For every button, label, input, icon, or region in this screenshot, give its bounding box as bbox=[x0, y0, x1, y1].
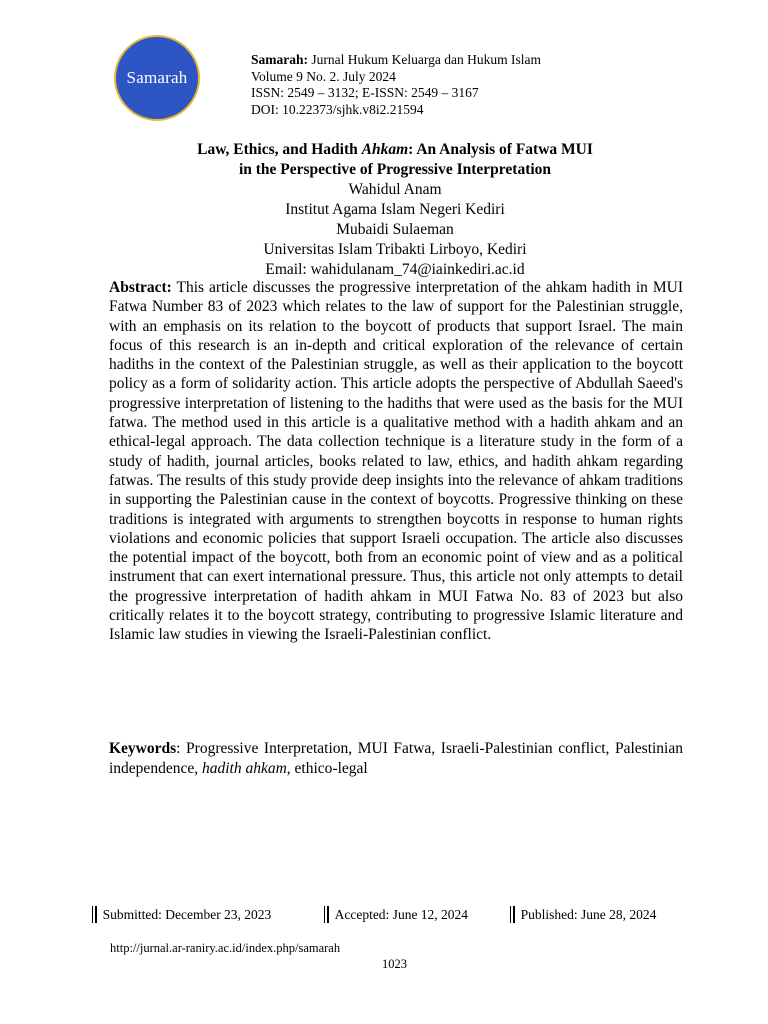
abstract-label: Abstract: bbox=[109, 279, 172, 296]
logo-text: Samarah bbox=[126, 68, 188, 87]
title-italic: Ahkam bbox=[361, 141, 409, 158]
journal-doi: DOI: 10.22373/sjhk.v8i2.21594 bbox=[251, 101, 424, 117]
journal-logo bbox=[116, 37, 198, 119]
affiliation-1: Institut Agama Islam Negeri Kediri bbox=[285, 201, 505, 218]
divider bbox=[510, 906, 511, 923]
divider bbox=[92, 906, 93, 923]
divider bbox=[327, 906, 328, 923]
published-text: Published: June 28, 2024 bbox=[520, 906, 657, 922]
divider bbox=[324, 906, 325, 923]
author-email: Email: wahidulanam_74@iainkediri.ac.id bbox=[265, 261, 525, 278]
published-date bbox=[510, 906, 656, 923]
title-part-1: Law, Ethics, and Hadith bbox=[197, 141, 362, 158]
keywords-label: Keywords bbox=[109, 740, 177, 757]
footer-url[interactable]: http://jurnal.ar-raniry.ac.id/index.php/samarah bbox=[110, 941, 341, 955]
affiliation-2: Universitas Islam Tribakti Lirboyo, Kediri bbox=[263, 241, 527, 258]
journal-title-line bbox=[251, 52, 541, 69]
article-title bbox=[100, 140, 690, 160]
submitted-date bbox=[92, 906, 271, 923]
journal-header bbox=[251, 52, 541, 118]
journal-volume: Volume 9 No. 2. July 2024 bbox=[251, 68, 396, 84]
author-1: Wahidul Anam bbox=[348, 181, 442, 198]
abstract bbox=[109, 278, 683, 645]
article-title-line2: in the Perspective of Progressive Interpretation bbox=[238, 161, 552, 178]
page-number: 1023 bbox=[382, 957, 407, 971]
divider bbox=[513, 906, 514, 923]
abstract-text: This article discusses the progressive interpretation of the ahkam hadith in MUI Fatwa Number 83 of 2023 which relates to the law of support for the Palestinian struggle, with an emphasis on its relation to the boycott of products that support Israel. The main focus of this research is an in-depth and critical exploration of the relevance of certain hadiths in the context of the Palestinian struggle, as well as their application to the boycott policy as a form of solidarity action. This article adopts the perspective of Abdullah Saeed's progressive interpretation of listening to the hadiths that were used as the basis for the MUI fatwa. The method used in this article is a qualitative method with a hadith ahkam and an ethical-legal approach. The data collection technique is a literature study in the form of a study of hadith, journal articles, books related to law, ethics, and hadith ahkam regarding fatwas. The results of this study provide deep insights into the relevance of ahkam traditions in supporting the Palestinian cause in the context of boycotts. Progressive thinking on these traditions is integrated with arguments to strengthen boycotts in response to human rights violations and economic policies that support Israeli occupation. The article also discusses the potential impact of the boycott, both from an economic point of view and as a political instrument that can exert international pressure. Thus, this article not only attempts to detail the progressive interpretation of hadith ahkam in MUI Fatwa No. 83 of 2023 but also critically relates it to the boycott strategy, contributing to progressive Islamic literature and Islamic law studies in viewing the Israeli-Palestinian conflict. bbox=[109, 279, 683, 644]
keywords-italic: hadith ahkam bbox=[201, 759, 287, 777]
journal-subtitle: Jurnal Hukum Keluarga dan Hukum Islam bbox=[308, 52, 541, 67]
keywords-text: : Progressive Interpretation, MUI Fatwa, Israeli-Palestinian conflict, Palestinian independence, bbox=[109, 740, 683, 777]
publication-dates bbox=[92, 906, 692, 926]
article-header bbox=[100, 140, 690, 280]
journal-name: Samarah: bbox=[251, 52, 308, 67]
keywords bbox=[109, 739, 683, 778]
submitted-text: Submitted: December 23, 2023 bbox=[102, 906, 272, 922]
journal-issn: ISSN: 2549 – 3132; E-ISSN: 2549 – 3167 bbox=[251, 85, 479, 100]
author-2: Mubaidi Sulaeman bbox=[336, 221, 454, 238]
title-part-2: : An Analysis of Fatwa MUI bbox=[408, 141, 593, 158]
accepted-text: Accepted: June 12, 2024 bbox=[334, 906, 469, 922]
divider bbox=[95, 906, 96, 923]
accepted-date bbox=[324, 906, 468, 923]
keywords-tail: , ethico-legal bbox=[286, 759, 368, 777]
